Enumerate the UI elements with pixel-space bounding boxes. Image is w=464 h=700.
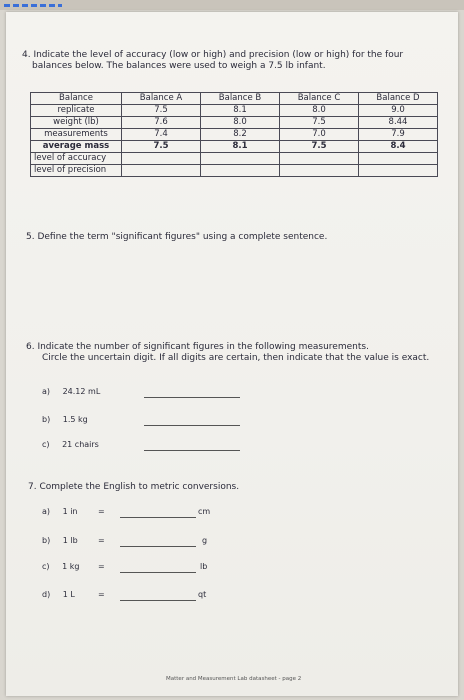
cell[interactable] <box>280 153 359 165</box>
cell: 7.6 <box>122 117 201 129</box>
top-strip <box>0 0 464 10</box>
unit-label: g <box>202 536 208 545</box>
equals-sign: = <box>98 562 105 571</box>
header-balance-d: Balance D <box>359 93 438 105</box>
cell[interactable] <box>359 153 438 165</box>
cell: 7.5 <box>280 117 359 129</box>
item-text: 1.5 kg <box>62 415 88 424</box>
row-label: replicate <box>31 105 122 117</box>
question-5: 5. Define the term "significant figures" using a complete sentence. <box>26 232 328 242</box>
q6-answer-blank-c[interactable] <box>144 450 240 451</box>
cell[interactable] <box>280 165 359 177</box>
question-6-line1: 6. Indicate the number of significant figures in the following measurements. <box>26 342 369 352</box>
cell: 8.0 <box>280 105 359 117</box>
cell: 7.5 <box>280 141 359 153</box>
item-text: 1 in <box>62 507 78 516</box>
q7-answer-blank-c[interactable] <box>120 572 196 573</box>
item-letter: d) <box>42 590 51 599</box>
page-footer: Matter and Measurement Lab datasheet - page 2 <box>166 676 302 682</box>
q7-answer-blank-d[interactable] <box>120 600 196 601</box>
table-row <box>31 105 438 117</box>
cell: 8.2 <box>201 129 280 141</box>
table-row <box>31 129 438 141</box>
item-letter: b) <box>42 536 51 545</box>
q7-item-b <box>42 536 78 545</box>
worksheet-page <box>6 12 458 696</box>
item-text: 1 L <box>62 590 75 599</box>
item-text: 21 chairs <box>62 440 99 449</box>
item-letter: c) <box>42 440 50 449</box>
row-label: level of accuracy <box>31 153 122 165</box>
q6-answer-blank-b[interactable] <box>144 425 240 426</box>
cell[interactable] <box>201 153 280 165</box>
question-6-line2: Circle the uncertain digit. If all digits are certain, then indicate that the value is exact. <box>42 353 430 363</box>
cell: 8.0 <box>201 117 280 129</box>
row-label: average mass <box>31 141 122 153</box>
cell: 7.5 <box>122 105 201 117</box>
row-label: measurements <box>31 129 122 141</box>
cell: 7.9 <box>359 129 438 141</box>
balance-table <box>30 92 438 177</box>
equals-sign: = <box>98 536 105 545</box>
row-label: weight (lb) <box>31 117 122 129</box>
equals-sign: = <box>98 590 105 599</box>
cell: 8.1 <box>201 105 280 117</box>
unit-label: lb <box>200 562 208 571</box>
item-letter: a) <box>42 387 51 396</box>
question-4-line1: 4. Indicate the level of accuracy (low or high) and precision (low or high) for the four <box>22 50 404 60</box>
q7-item-d <box>42 590 75 599</box>
q6-item-b <box>42 415 88 424</box>
header-balance-a: Balance A <box>122 93 201 105</box>
item-text: 24.12 mL <box>62 387 101 396</box>
cell[interactable] <box>201 165 280 177</box>
q7-item-c <box>42 562 79 571</box>
table-row <box>31 165 438 177</box>
q7-answer-blank-b[interactable] <box>120 546 196 547</box>
q6-answer-blank-a[interactable] <box>144 397 240 398</box>
cell: 8.44 <box>359 117 438 129</box>
cell: 7.4 <box>122 129 201 141</box>
cell[interactable] <box>359 165 438 177</box>
table-row <box>31 153 438 165</box>
q6-item-c <box>42 440 99 449</box>
q6-item-a <box>42 387 100 396</box>
cell: 9.0 <box>359 105 438 117</box>
question-4 <box>22 50 432 72</box>
unit-label: qt <box>198 590 207 599</box>
cell: 8.4 <box>359 141 438 153</box>
question-4-line2: balances below. The balances were used to weigh a 7.5 lb infant. <box>32 61 326 71</box>
unit-label: cm <box>198 507 211 516</box>
header-balance-b: Balance B <box>201 93 280 105</box>
q7-answer-blank-a[interactable] <box>120 517 196 518</box>
q7-item-a <box>42 507 78 516</box>
dashed-marker <box>4 4 62 7</box>
table-header-row <box>31 93 438 105</box>
cell[interactable] <box>122 153 201 165</box>
table-row <box>31 117 438 129</box>
item-letter: b) <box>42 415 51 424</box>
cell[interactable] <box>122 165 201 177</box>
header-balance: Balance <box>31 93 122 105</box>
table-row <box>31 141 438 153</box>
item-text: 1 lb <box>62 536 78 545</box>
header-balance-c: Balance C <box>280 93 359 105</box>
cell: 7.5 <box>122 141 201 153</box>
question-6 <box>26 342 436 364</box>
item-text: 1 kg <box>62 562 80 571</box>
item-letter: a) <box>42 507 51 516</box>
row-label: level of precision <box>31 165 122 177</box>
cell: 7.0 <box>280 129 359 141</box>
item-letter: c) <box>42 562 50 571</box>
question-7: 7. Complete the English to metric conversions. <box>28 482 240 492</box>
cell: 8.1 <box>201 141 280 153</box>
equals-sign: = <box>98 507 105 516</box>
